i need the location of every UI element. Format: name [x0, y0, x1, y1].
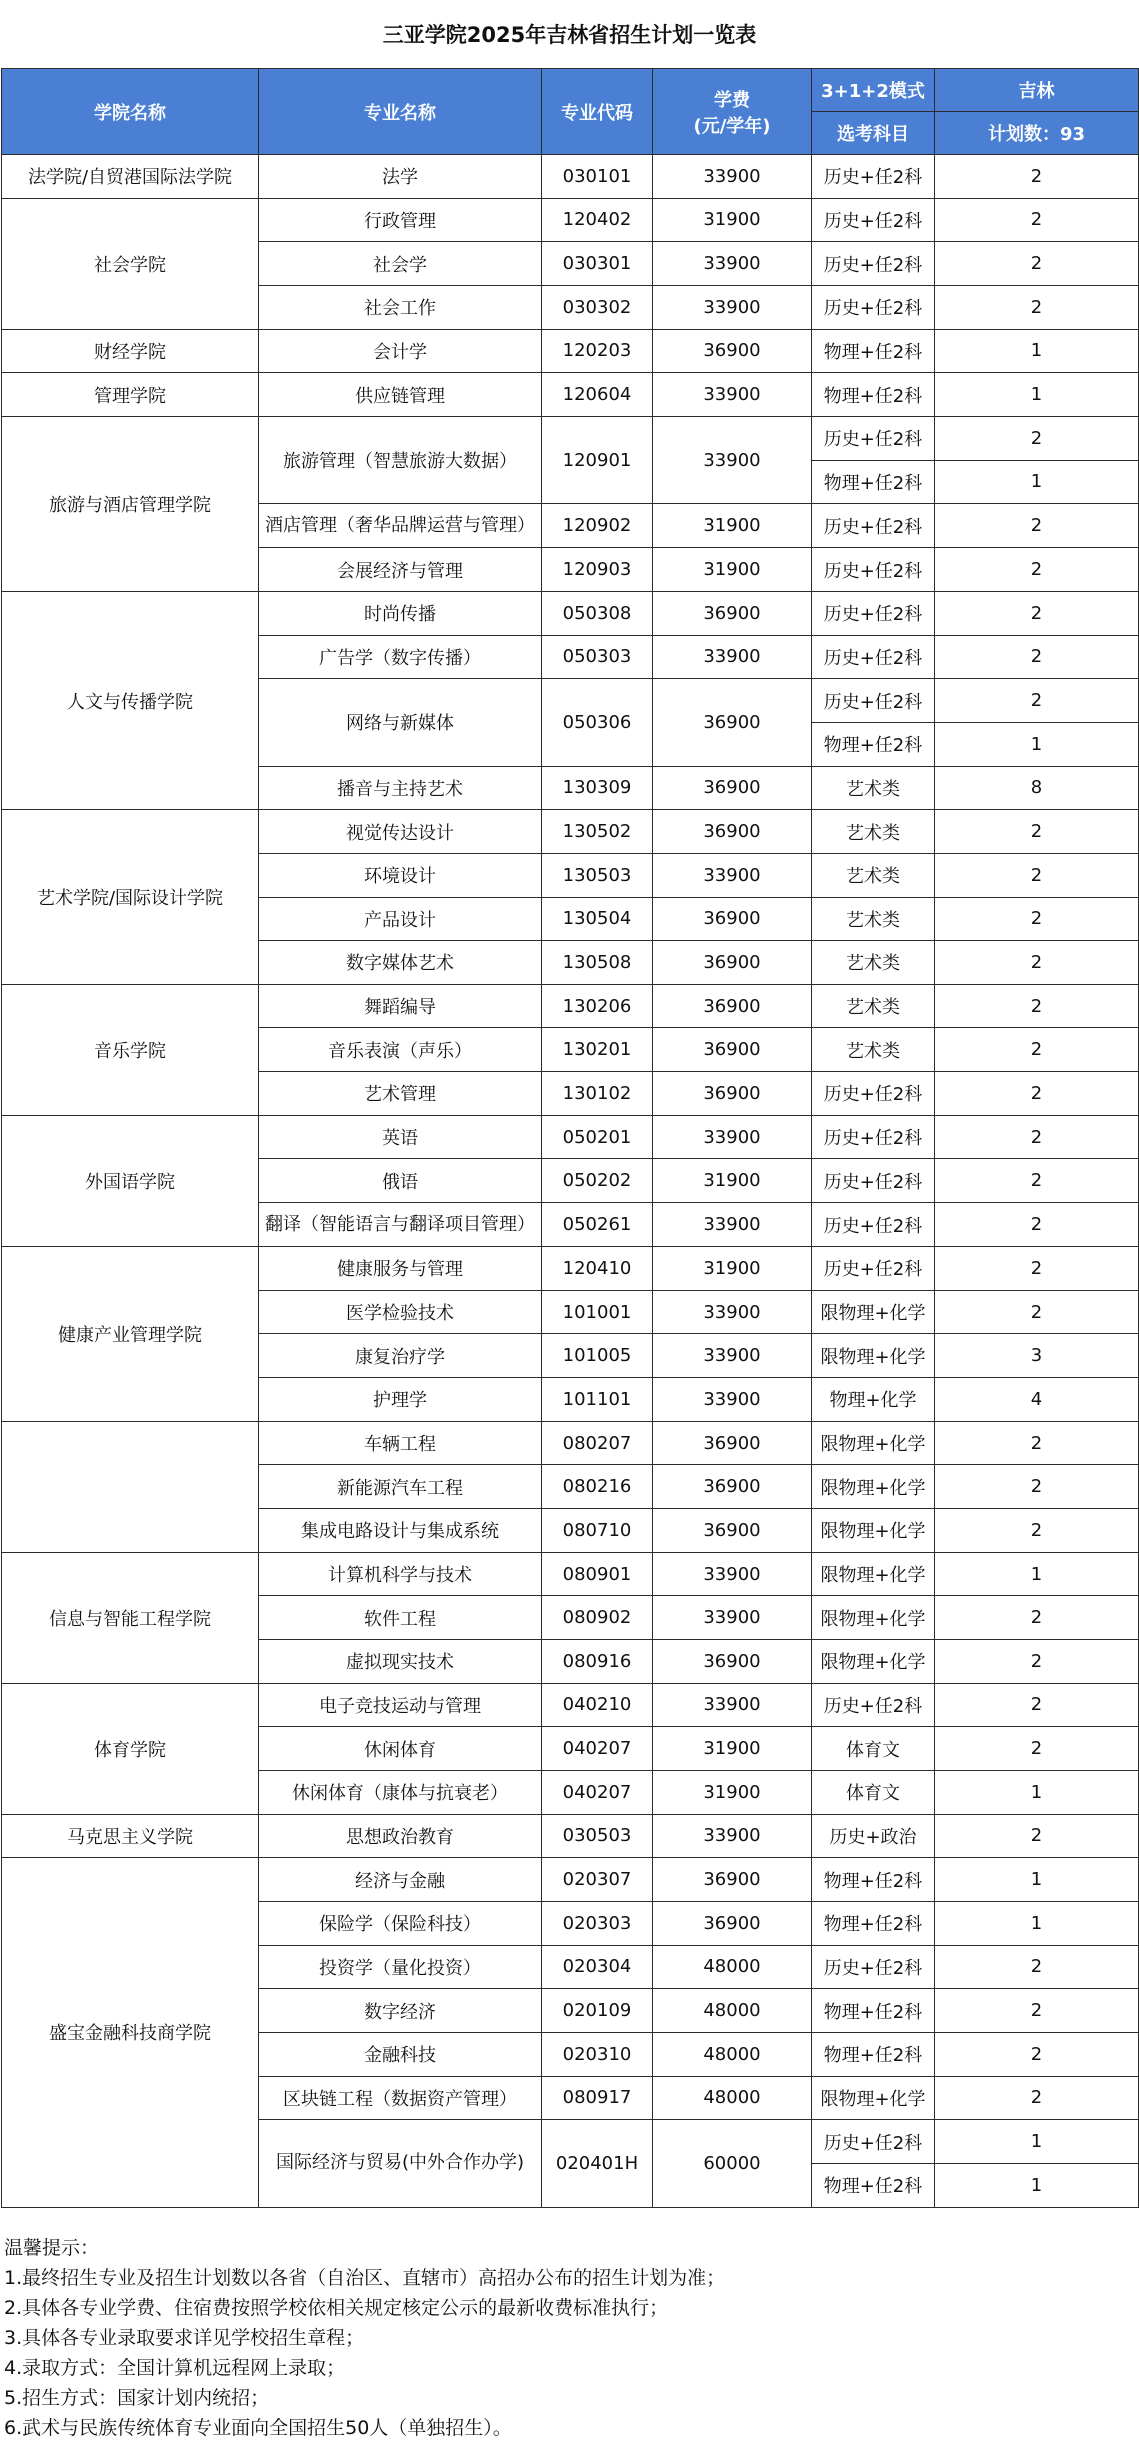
fee-cell: 36900 [653, 1901, 812, 1945]
fee-cell: 33900 [653, 1115, 812, 1159]
fee-cell: 36900 [653, 1858, 812, 1902]
count-cell: 2 [935, 1509, 1139, 1553]
subject-cell: 历史+任2科 [812, 1115, 935, 1159]
subject-cell: 限物理+化学 [812, 1640, 935, 1684]
fee-cell: 31900 [653, 1159, 812, 1203]
code-cell: 130503 [542, 853, 653, 897]
code-cell: 020109 [542, 1989, 653, 2033]
fee-cell: 36900 [653, 679, 812, 766]
header-code: 专业代码 [542, 69, 653, 155]
code-cell: 080916 [542, 1640, 653, 1684]
major-cell: 旅游管理（智慧旅游大数据） [259, 416, 542, 503]
count-cell: 2 [935, 1247, 1139, 1291]
code-cell: 030302 [542, 285, 653, 329]
code-cell: 130201 [542, 1028, 653, 1072]
major-cell: 舞蹈编导 [259, 984, 542, 1028]
code-cell: 130508 [542, 941, 653, 985]
note-item: 1.最终招生专业及招生计划数以各省（自治区、直辖市）高招办公布的招生计划为准； [4, 2267, 726, 2289]
college-cell [2, 1421, 259, 1552]
fee-cell: 36900 [653, 810, 812, 854]
college-cell: 体育学院 [2, 1683, 259, 1814]
code-cell: 040210 [542, 1683, 653, 1727]
count-cell: 1 [935, 373, 1139, 417]
major-cell: 保险学（保险科技） [259, 1901, 542, 1945]
fee-cell: 31900 [653, 1727, 812, 1771]
fee-cell: 36900 [653, 591, 812, 635]
major-cell: 艺术管理 [259, 1072, 542, 1116]
count-cell: 2 [935, 941, 1139, 985]
fee-cell: 33900 [653, 373, 812, 417]
major-cell: 医学检验技术 [259, 1290, 542, 1334]
subject-cell: 物理+任2科 [812, 2032, 935, 2076]
count-cell: 1 [935, 2120, 1139, 2164]
college-cell: 健康产业管理学院 [2, 1247, 259, 1422]
subject-cell: 物理+任2科 [812, 722, 935, 766]
subject-cell: 限物理+化学 [812, 1421, 935, 1465]
count-cell: 2 [935, 1640, 1139, 1684]
subject-cell: 历史+任2科 [812, 416, 935, 460]
subject-cell: 历史+任2科 [812, 1945, 935, 1989]
subject-cell: 历史+任2科 [812, 1683, 935, 1727]
header-college: 学院名称 [2, 69, 259, 155]
table-row [2, 1683, 1139, 1727]
table-row [2, 1858, 1139, 1902]
count-cell: 2 [935, 853, 1139, 897]
table-row [2, 1115, 1139, 1159]
fee-cell: 36900 [653, 941, 812, 985]
notes-heading: 温馨提示： [4, 2237, 100, 2259]
count-cell: 1 [935, 1858, 1139, 1902]
major-cell: 投资学（量化投资） [259, 1945, 542, 1989]
count-cell: 2 [935, 1596, 1139, 1640]
major-cell: 供应链管理 [259, 373, 542, 417]
major-cell: 会展经济与管理 [259, 548, 542, 592]
code-cell: 050306 [542, 679, 653, 766]
code-cell: 080710 [542, 1509, 653, 1553]
subject-cell: 艺术类 [812, 984, 935, 1028]
fee-cell: 48000 [653, 2032, 812, 2076]
subject-cell: 物理+任2科 [812, 329, 935, 373]
subject-cell: 艺术类 [812, 766, 935, 810]
table-row [2, 591, 1139, 635]
fee-cell: 33900 [653, 285, 812, 329]
major-cell: 视觉传达设计 [259, 810, 542, 854]
major-cell: 社会工作 [259, 285, 542, 329]
count-cell: 2 [935, 504, 1139, 548]
fee-cell: 33900 [653, 1290, 812, 1334]
header-province: 吉林 [935, 69, 1139, 112]
count-cell: 2 [935, 242, 1139, 286]
code-cell: 020307 [542, 1858, 653, 1902]
header-major: 专业名称 [259, 69, 542, 155]
count-cell: 2 [935, 548, 1139, 592]
count-cell: 1 [935, 722, 1139, 766]
count-cell: 2 [935, 2032, 1139, 2076]
code-cell: 130102 [542, 1072, 653, 1116]
fee-cell: 33900 [653, 635, 812, 679]
header-fee-line2: (元/学年) [693, 115, 771, 137]
subject-cell: 艺术类 [812, 810, 935, 854]
subject-cell: 限物理+化学 [812, 1465, 935, 1509]
fee-cell: 31900 [653, 1247, 812, 1291]
count-cell: 1 [935, 329, 1139, 373]
college-cell: 马克思主义学院 [2, 1814, 259, 1858]
major-cell: 社会学 [259, 242, 542, 286]
major-cell: 新能源汽车工程 [259, 1465, 542, 1509]
major-cell: 休闲体育（康体与抗衰老） [259, 1770, 542, 1814]
code-cell: 030301 [542, 242, 653, 286]
major-cell: 车辆工程 [259, 1421, 542, 1465]
subject-cell: 物理+任2科 [812, 1901, 935, 1945]
code-cell: 120203 [542, 329, 653, 373]
code-cell: 130309 [542, 766, 653, 810]
count-cell: 2 [935, 1072, 1139, 1116]
code-cell: 030503 [542, 1814, 653, 1858]
code-cell: 020401H [542, 2120, 653, 2207]
count-cell: 2 [935, 155, 1139, 199]
major-cell: 俄语 [259, 1159, 542, 1203]
major-cell: 休闲体育 [259, 1727, 542, 1771]
subject-cell: 历史+任2科 [812, 1247, 935, 1291]
count-cell: 2 [935, 1989, 1139, 2033]
count-cell: 2 [935, 679, 1139, 723]
fee-cell: 36900 [653, 1072, 812, 1116]
count-cell: 2 [935, 1203, 1139, 1247]
major-cell: 电子竞技运动与管理 [259, 1683, 542, 1727]
major-cell: 翻译（智能语言与翻译项目管理） [259, 1203, 542, 1247]
code-cell: 050261 [542, 1203, 653, 1247]
note-item: 5.招生方式：国家计划内统招； [4, 2387, 270, 2409]
subject-cell: 艺术类 [812, 897, 935, 941]
major-cell: 金融科技 [259, 2032, 542, 2076]
college-cell: 管理学院 [2, 373, 259, 417]
table-row [2, 1421, 1139, 1465]
fee-cell: 36900 [653, 1509, 812, 1553]
major-cell: 数字经济 [259, 1989, 542, 2033]
college-cell: 音乐学院 [2, 984, 259, 1115]
subject-cell: 限物理+化学 [812, 1596, 935, 1640]
code-cell: 050201 [542, 1115, 653, 1159]
subject-cell: 物理+化学 [812, 1378, 935, 1422]
subject-cell: 物理+任2科 [812, 2163, 935, 2207]
header-plan-total: 计划数：93 [935, 112, 1139, 155]
fee-cell: 33900 [653, 1378, 812, 1422]
code-cell: 130206 [542, 984, 653, 1028]
count-cell: 2 [935, 1727, 1139, 1771]
major-cell: 网络与新媒体 [259, 679, 542, 766]
subject-cell: 历史+任2科 [812, 679, 935, 723]
code-cell: 101005 [542, 1334, 653, 1378]
major-cell: 英语 [259, 1115, 542, 1159]
subject-cell: 限物理+化学 [812, 1509, 935, 1553]
code-cell: 120903 [542, 548, 653, 592]
college-cell: 法学院/自贸港国际法学院 [2, 155, 259, 199]
fee-cell: 33900 [653, 155, 812, 199]
count-cell: 2 [935, 1028, 1139, 1072]
major-cell: 数字媒体艺术 [259, 941, 542, 985]
subject-cell: 历史+任2科 [812, 1072, 935, 1116]
code-cell: 020310 [542, 2032, 653, 2076]
subject-cell: 限物理+化学 [812, 1290, 935, 1334]
code-cell: 050202 [542, 1159, 653, 1203]
subject-cell: 历史+任2科 [812, 155, 935, 199]
major-cell: 播音与主持艺术 [259, 766, 542, 810]
code-cell: 120402 [542, 198, 653, 242]
count-cell: 2 [935, 1945, 1139, 1989]
count-cell: 2 [935, 1814, 1139, 1858]
major-cell: 集成电路设计与集成系统 [259, 1509, 542, 1553]
college-cell: 盛宝金融科技商学院 [2, 1858, 259, 2207]
table-row [2, 810, 1139, 854]
fee-cell: 36900 [653, 1421, 812, 1465]
code-cell: 120902 [542, 504, 653, 548]
table-row [2, 329, 1139, 373]
major-cell: 思想政治教育 [259, 1814, 542, 1858]
note-item: 2.具体各专业学费、住宿费按照学校依相关规定核定公示的最新收费标准执行； [4, 2297, 669, 2319]
major-cell: 健康服务与管理 [259, 1247, 542, 1291]
fee-cell: 33900 [653, 416, 812, 503]
fee-cell: 48000 [653, 1989, 812, 2033]
count-cell: 2 [935, 591, 1139, 635]
code-cell: 050308 [542, 591, 653, 635]
count-cell: 2 [935, 984, 1139, 1028]
count-cell: 2 [935, 897, 1139, 941]
table-row [2, 373, 1139, 417]
code-cell: 080216 [542, 1465, 653, 1509]
header-subjects: 选考科目 [812, 112, 935, 155]
major-cell: 广告学（数字传播） [259, 635, 542, 679]
subject-cell: 体育文 [812, 1770, 935, 1814]
subject-cell: 物理+任2科 [812, 460, 935, 504]
header-fee [653, 69, 812, 155]
count-cell: 1 [935, 2163, 1139, 2207]
college-cell: 社会学院 [2, 198, 259, 329]
code-cell: 080917 [542, 2076, 653, 2120]
subject-cell: 限物理+化学 [812, 1334, 935, 1378]
subject-cell: 限物理+化学 [812, 2076, 935, 2120]
fee-cell: 36900 [653, 897, 812, 941]
fee-cell: 31900 [653, 504, 812, 548]
count-cell: 2 [935, 2076, 1139, 2120]
table-row [2, 155, 1139, 199]
fee-cell: 33900 [653, 1203, 812, 1247]
table-row [2, 416, 1139, 460]
code-cell: 120901 [542, 416, 653, 503]
fee-cell: 33900 [653, 242, 812, 286]
fee-cell: 33900 [653, 1683, 812, 1727]
code-cell: 130504 [542, 897, 653, 941]
major-cell: 虚拟现实技术 [259, 1640, 542, 1684]
subject-cell: 历史+任2科 [812, 285, 935, 329]
major-cell: 国际经济与贸易(中外合作办学) [259, 2120, 542, 2207]
fee-cell: 31900 [653, 1770, 812, 1814]
count-cell: 2 [935, 1159, 1139, 1203]
count-cell: 2 [935, 810, 1139, 854]
code-cell: 030101 [542, 155, 653, 199]
fee-cell: 60000 [653, 2120, 812, 2207]
fee-cell: 33900 [653, 1814, 812, 1858]
college-cell: 旅游与酒店管理学院 [2, 416, 259, 591]
count-cell: 2 [935, 1465, 1139, 1509]
note-item: 4.录取方式：全国计算机远程网上录取； [4, 2357, 346, 2379]
code-cell: 080902 [542, 1596, 653, 1640]
subject-cell: 艺术类 [812, 1028, 935, 1072]
header-mode: 3+1+2模式 [812, 69, 935, 112]
major-cell: 酒店管理（奢华品牌运营与管理） [259, 504, 542, 548]
college-cell: 外国语学院 [2, 1115, 259, 1246]
table-row [2, 198, 1139, 242]
code-cell: 101001 [542, 1290, 653, 1334]
fee-cell: 33900 [653, 1596, 812, 1640]
count-cell: 8 [935, 766, 1139, 810]
code-cell: 040207 [542, 1727, 653, 1771]
count-cell: 4 [935, 1378, 1139, 1422]
code-cell: 130502 [542, 810, 653, 854]
code-cell: 080207 [542, 1421, 653, 1465]
major-cell: 护理学 [259, 1378, 542, 1422]
code-cell: 120604 [542, 373, 653, 417]
enrollment-plan-table [1, 68, 1139, 2208]
subject-cell: 历史+政治 [812, 1814, 935, 1858]
college-cell: 艺术学院/国际设计学院 [2, 810, 259, 985]
major-cell: 环境设计 [259, 853, 542, 897]
page-title: 三亚学院2025年吉林省招生计划一览表 [382, 23, 757, 47]
code-cell: 120410 [542, 1247, 653, 1291]
subject-cell: 物理+任2科 [812, 1858, 935, 1902]
code-cell: 040207 [542, 1770, 653, 1814]
count-cell: 2 [935, 198, 1139, 242]
subject-cell: 限物理+化学 [812, 1552, 935, 1596]
subject-cell: 艺术类 [812, 853, 935, 897]
code-cell: 080901 [542, 1552, 653, 1596]
subject-cell: 物理+任2科 [812, 373, 935, 417]
fee-cell: 36900 [653, 329, 812, 373]
major-cell: 产品设计 [259, 897, 542, 941]
count-cell: 2 [935, 1683, 1139, 1727]
count-cell: 3 [935, 1334, 1139, 1378]
fee-cell: 36900 [653, 1028, 812, 1072]
fee-cell: 33900 [653, 1552, 812, 1596]
table-row [2, 1552, 1139, 1596]
fee-cell: 36900 [653, 1465, 812, 1509]
table-row [2, 984, 1139, 1028]
code-cell: 020303 [542, 1901, 653, 1945]
count-cell: 1 [935, 1901, 1139, 1945]
count-cell: 2 [935, 1115, 1139, 1159]
notes-section [4, 2233, 1134, 2443]
fee-cell: 31900 [653, 198, 812, 242]
subject-cell: 历史+任2科 [812, 198, 935, 242]
subject-cell: 历史+任2科 [812, 242, 935, 286]
subject-cell: 历史+任2科 [812, 1203, 935, 1247]
major-cell: 时尚传播 [259, 591, 542, 635]
college-cell: 财经学院 [2, 329, 259, 373]
fee-cell: 36900 [653, 984, 812, 1028]
count-cell: 2 [935, 635, 1139, 679]
code-cell: 101101 [542, 1378, 653, 1422]
subject-cell: 历史+任2科 [812, 504, 935, 548]
fee-cell: 48000 [653, 2076, 812, 2120]
count-cell: 2 [935, 1290, 1139, 1334]
header-fee-line1: 学费 [714, 89, 750, 111]
subject-cell: 体育文 [812, 1727, 935, 1771]
major-cell: 经济与金融 [259, 1858, 542, 1902]
major-cell: 区块链工程（数据资产管理） [259, 2076, 542, 2120]
table-row [2, 1814, 1139, 1858]
major-cell: 行政管理 [259, 198, 542, 242]
fee-cell: 33900 [653, 1334, 812, 1378]
fee-cell: 36900 [653, 766, 812, 810]
major-cell: 软件工程 [259, 1596, 542, 1640]
subject-cell: 物理+任2科 [812, 1989, 935, 2033]
count-cell: 2 [935, 416, 1139, 460]
subject-cell: 历史+任2科 [812, 1159, 935, 1203]
major-cell: 会计学 [259, 329, 542, 373]
code-cell: 050303 [542, 635, 653, 679]
subject-cell: 历史+任2科 [812, 591, 935, 635]
major-cell: 计算机科学与技术 [259, 1552, 542, 1596]
count-cell: 1 [935, 1770, 1139, 1814]
code-cell: 020304 [542, 1945, 653, 1989]
subject-cell: 历史+任2科 [812, 2120, 935, 2164]
count-cell: 2 [935, 1421, 1139, 1465]
count-cell: 1 [935, 1552, 1139, 1596]
fee-cell: 48000 [653, 1945, 812, 1989]
subject-cell: 艺术类 [812, 941, 935, 985]
fee-cell: 31900 [653, 548, 812, 592]
major-cell: 音乐表演（声乐） [259, 1028, 542, 1072]
subject-cell: 历史+任2科 [812, 635, 935, 679]
count-cell: 2 [935, 285, 1139, 329]
count-cell: 1 [935, 460, 1139, 504]
fee-cell: 33900 [653, 853, 812, 897]
note-item: 6.武术与民族传统体育专业面向全国招生50人（单独招生）。 [4, 2417, 512, 2439]
note-item: 3.具体各专业录取要求详见学校招生章程； [4, 2327, 365, 2349]
table-row [2, 1247, 1139, 1291]
college-cell: 人文与传播学院 [2, 591, 259, 809]
fee-cell: 36900 [653, 1640, 812, 1684]
major-cell: 康复治疗学 [259, 1334, 542, 1378]
subject-cell: 历史+任2科 [812, 548, 935, 592]
major-cell: 法学 [259, 155, 542, 199]
college-cell: 信息与智能工程学院 [2, 1552, 259, 1683]
